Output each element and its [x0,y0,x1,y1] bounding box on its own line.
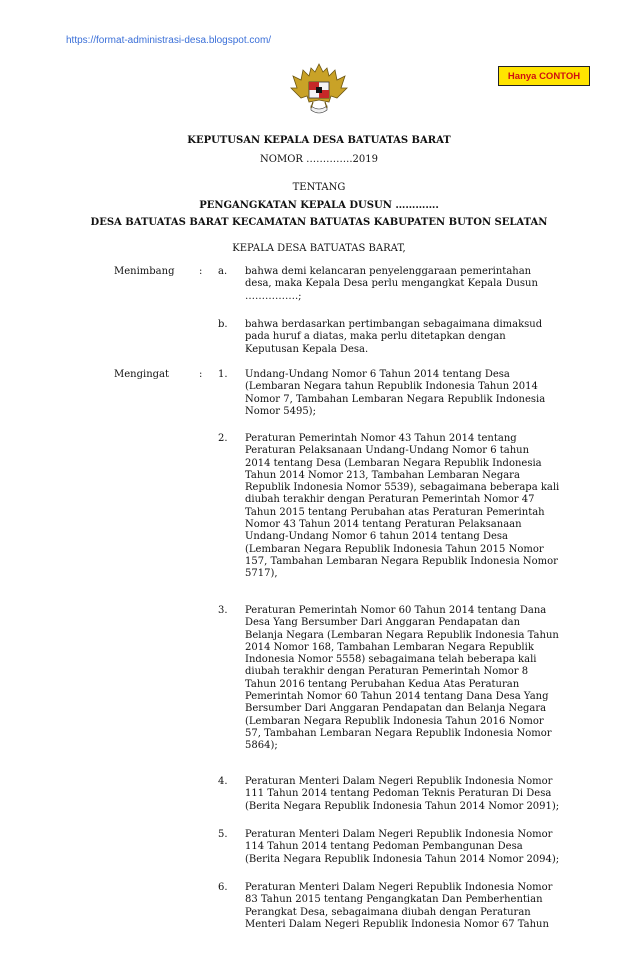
authority-heading: KEPALA DESA BATUATAS BARAT, [232,243,406,254]
list-item-text: bahwa berdasarkan pertimbangan sebagaimana dimaksud pada huruf a diatas, maka perlu ditetapkan dengan Keputusan Kepala Desa. [245,319,543,355]
list-item-text: bahwa demi kelancaran penyelenggaraan pemerintahan desa, maka Kepala Desa perlu mengangkat Kepala Dusun …………….; [245,266,538,302]
list-item-text: Peraturan Pemerintah Nomor 60 Tahun 2014 tentang Dana Desa Yang Bersumber Dari Anggaran Pendapatan dan Belanja Negara (Lembaran Negara Republik Indonesia Tahun 2014 Nomor 168, Tambahan Lembaran Negara Republik Indonesia Nomor 5558) sebagaimana telah beberapa kali diubah terakhir dengan Peraturan Pemerintah Nomor 8 Tahun 2016 tentang Perubahan Kedua Atas Peraturan Pemerintah Nomor 60 Tahun 2014 tentang Dana Desa Yang Bersumber Dari Anggaran Pendapatan dan Belanja Negara (Lembaran Negara Republik Indonesia Tahun 2016 Nomor 57, Tambahan Lembaran Negara Republik Indonesia Nomor 5864); [245,605,559,752]
sample-stamp: Hanya CONTOH [498,66,590,86]
mengingat-label: Mengingat [114,369,170,380]
garuda-pancasila-emblem-icon [287,58,351,122]
list-item-text: Peraturan Menteri Dalam Negeri Republik Indonesia Nomor 111 Tahun 2014 tentang Pedoman Teknis Peraturan Di Desa (Berita Negara Republik Indonesia Tahun 2014 Nomor 2091); [245,776,560,812]
decree-title: KEPUTUSAN KEPALA DESA BATUATAS BARAT [187,135,451,146]
list-item-text: Peraturan Menteri Dalam Negeri Republik Indonesia Nomor 114 Tahun 2014 tentang Pedoman Pembangunan Desa (Berita Negara Republik Indonesia Tahun 2014 Nomor 2094); [245,829,560,865]
list-item-number: 3. [218,605,228,616]
decree-subject-line1: PENGANGKATAN KEPALA DUSUN …………. [199,200,439,211]
menimbang-label: Menimbang [114,266,175,277]
list-item-number: 6. [218,882,228,893]
list-item-text: Undang-Undang Nomor 6 Tahun 2014 tentang Desa (Lembaran Negara tahun Republik Indonesia Tahun 2014 Nomor 7, Tambahan Lembaran Negara Republik Indonesia Nomor 5495); [245,369,546,417]
decree-number: NOMOR …………..2019 [260,154,378,165]
source-url[interactable]: https://format-administrasi-desa.blogspot.com/ [66,35,272,46]
menimbang-colon: : [199,266,203,277]
list-item-number: 2. [218,433,228,444]
about-heading: TENTANG [292,182,346,193]
list-item-number: 5. [218,829,228,840]
list-item-text: Peraturan Pemerintah Nomor 43 Tahun 2014 tentang Peraturan Pelaksanaan Undang-Undang Nomor 6 tahun 2014 tentang Desa (Lembaran Negara Republik Indonesia Tahun 2014 Nomor 213, Tambahan Lembaran Negara Republik Indonesia Nomor 5539), sebagaimana beberapa kali diubah terakhir dengan Peraturan Pemerintah Nomor 47 Tahun 2015 tentang Perubahan atas Peraturan Pemerintah Nomor 43 Tahun 2014 tentang Peraturan Pelaksanaan Undang-Undang Nomor 6 tahun 2014 tentang Desa (Lembaran Negara Republik Indonesia Tahun 2015 Nomor 157, Tambahan Lembaran Negara Republik Indonesia Nomor 5717), [245,433,560,580]
list-item-text: Peraturan Menteri Dalam Negeri Republik Indonesia Nomor 83 Tahun 2015 tentang Pengangkatan Dan Pemberhentian Perangkat Desa, sebagaimana diubah dengan Peraturan Menteri Dalam Negeri Republik Indonesia Nomor 67 Tahun [245,882,553,930]
mengingat-colon: : [199,369,203,380]
list-item-number: a. [218,266,228,277]
list-item-number: b. [218,319,228,330]
list-item-number: 1. [218,369,228,380]
list-item-number: 4. [218,776,228,787]
decree-subject-line2: DESA BATUATAS BARAT KECAMATAN BATUATAS KABUPATEN BUTON SELATAN [90,217,548,228]
